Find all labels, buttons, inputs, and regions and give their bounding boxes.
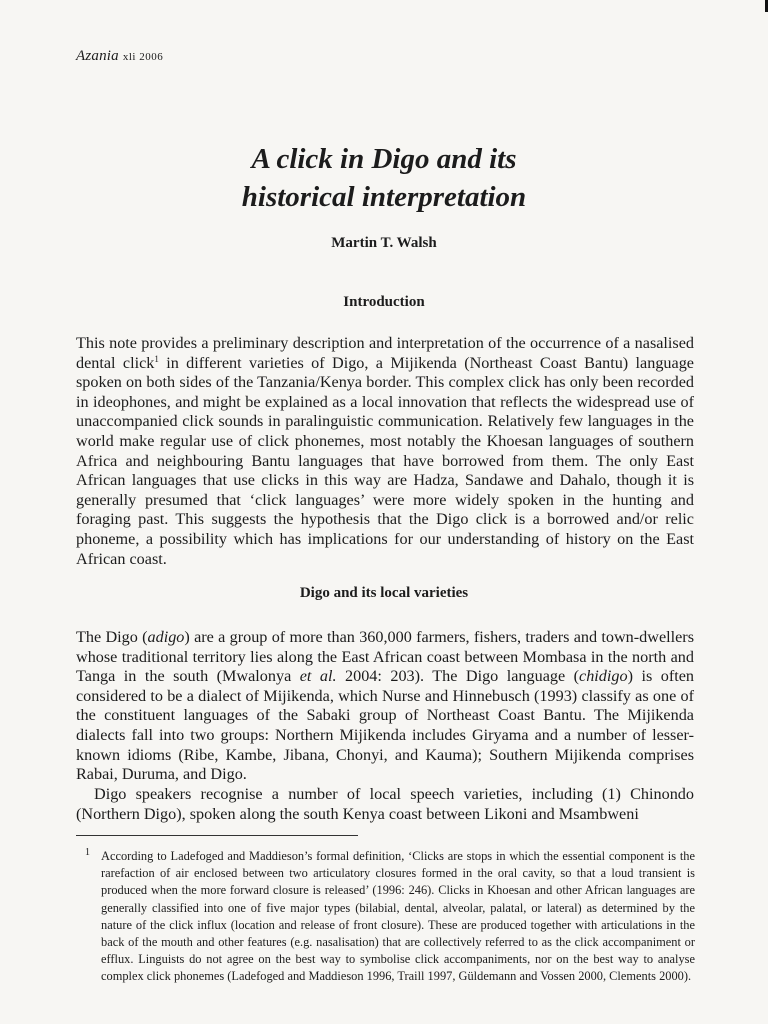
digo-term-adigo: adigo — [147, 628, 185, 646]
digo-text: 2004: 203). The Digo language ( — [336, 667, 580, 686]
section-heading-digo-varieties: Digo and its local varieties — [299, 585, 469, 601]
footnote-text: According to Ladefoged and Maddieson’s formal definition, ‘Clicks are stops in which the essential component is the rarefaction of air enclosed between two articulatory closures formed in the oral cavity, so that a loud transient is produced when the more forward closure is released’ (1996: 246). Clicks in Khoesan and other African languages are generally classified into one of five major types (bilabial, dental, alveolar, palatal, or lateral) as determined by the nature of the click influx (location and release of front closure). These are produced together with articulations in the back of the mouth and other features (e.g. nasalisation) that are collectively referred to as the click accompaniment or efflux. Linguists do not agree on the best way to symbolise click accompaniments, nor on the best way to analyse complex click phonemes (Ladefoged and Maddieson 1996, Traill 1997, Güldemann and Vossen 2000, Clements 2000). — [101, 849, 695, 984]
footnote-rule — [76, 835, 358, 836]
digo-term-chidigo: chidigo — [579, 667, 628, 686]
digo-paragraph-2: Digo speakers recognise a number of local speech varieties, including (1) Chinondo (Northern Digo), spoken along the south Kenya coast between Likoni and Msambweni — [76, 785, 694, 823]
footnote-number: 1 — [85, 847, 90, 858]
section-heading-introduction: Introduction — [343, 294, 425, 310]
digo-text: ) is often considered to be a dialect of Mijikenda, which Nurse and Hinnebusch (1993) classify as one of the constituent languages of the Sabaki group of Northeast Coast Bantu. The Mijikenda dialects fall into two groups: Northern Mijikenda includes Giryama and a number of lesser-known idioms (Ribe, Kambe, Jibana, Chonyi, and Kauma); Southern Mijikenda comprises Rabai, Duruma, and Digo. — [76, 667, 694, 784]
digo-paragraph-1 — [76, 628, 694, 785]
intro-text-1: This note provides a preliminary description and interpretation of the occurrence of a nasalised dental click — [76, 334, 694, 372]
digo-text: The Digo ( — [76, 628, 148, 646]
article-title — [0, 140, 768, 216]
running-head — [76, 48, 163, 65]
author-name: Martin T. Walsh — [331, 235, 437, 251]
intro-paragraph — [76, 334, 694, 569]
journal-name: Azania — [76, 48, 119, 64]
digo-text: ) are a group of more than 360,000 farmers, fishers, traders and town-dwellers whose traditional territory lies along the East African coast between Mombasa in the north and Tanga in the south (Mwalonya — [76, 628, 694, 686]
digo-citation-etal: et al. — [299, 667, 337, 686]
intro-text-2: in different varieties of Digo, a Mijikenda (Northeast Coast Bantu) language spoken on both sides of the Tanzania/Kenya border. This complex click has only been recorded in ideophones, and might be explained as a local innovation that reflects the widespread use of unaccompanied click sounds in paralinguistic communication. Relatively few languages in the world make regular use of click phonemes, most notably the Khoesan languages of southern Africa and neighbouring Bantu languages that have borrowed from them. The only East African languages that use clicks in this way are Hadza, Sandawe and Dahalo, though it is generally presumed that ‘click languages’ were more widely spoken in the hunting and foraging past. This suggests the hypothesis that the Digo click is a borrowed and/or relic phoneme, a possibility which has implications for our understanding of history on the East African coast. — [76, 353, 694, 568]
title-line-2: historical interpretation — [241, 181, 527, 213]
title-line-1: A click in Digo and its — [251, 143, 517, 175]
volume-year: xli 2006 — [122, 51, 164, 63]
footnote-ref: 1 — [154, 353, 159, 364]
